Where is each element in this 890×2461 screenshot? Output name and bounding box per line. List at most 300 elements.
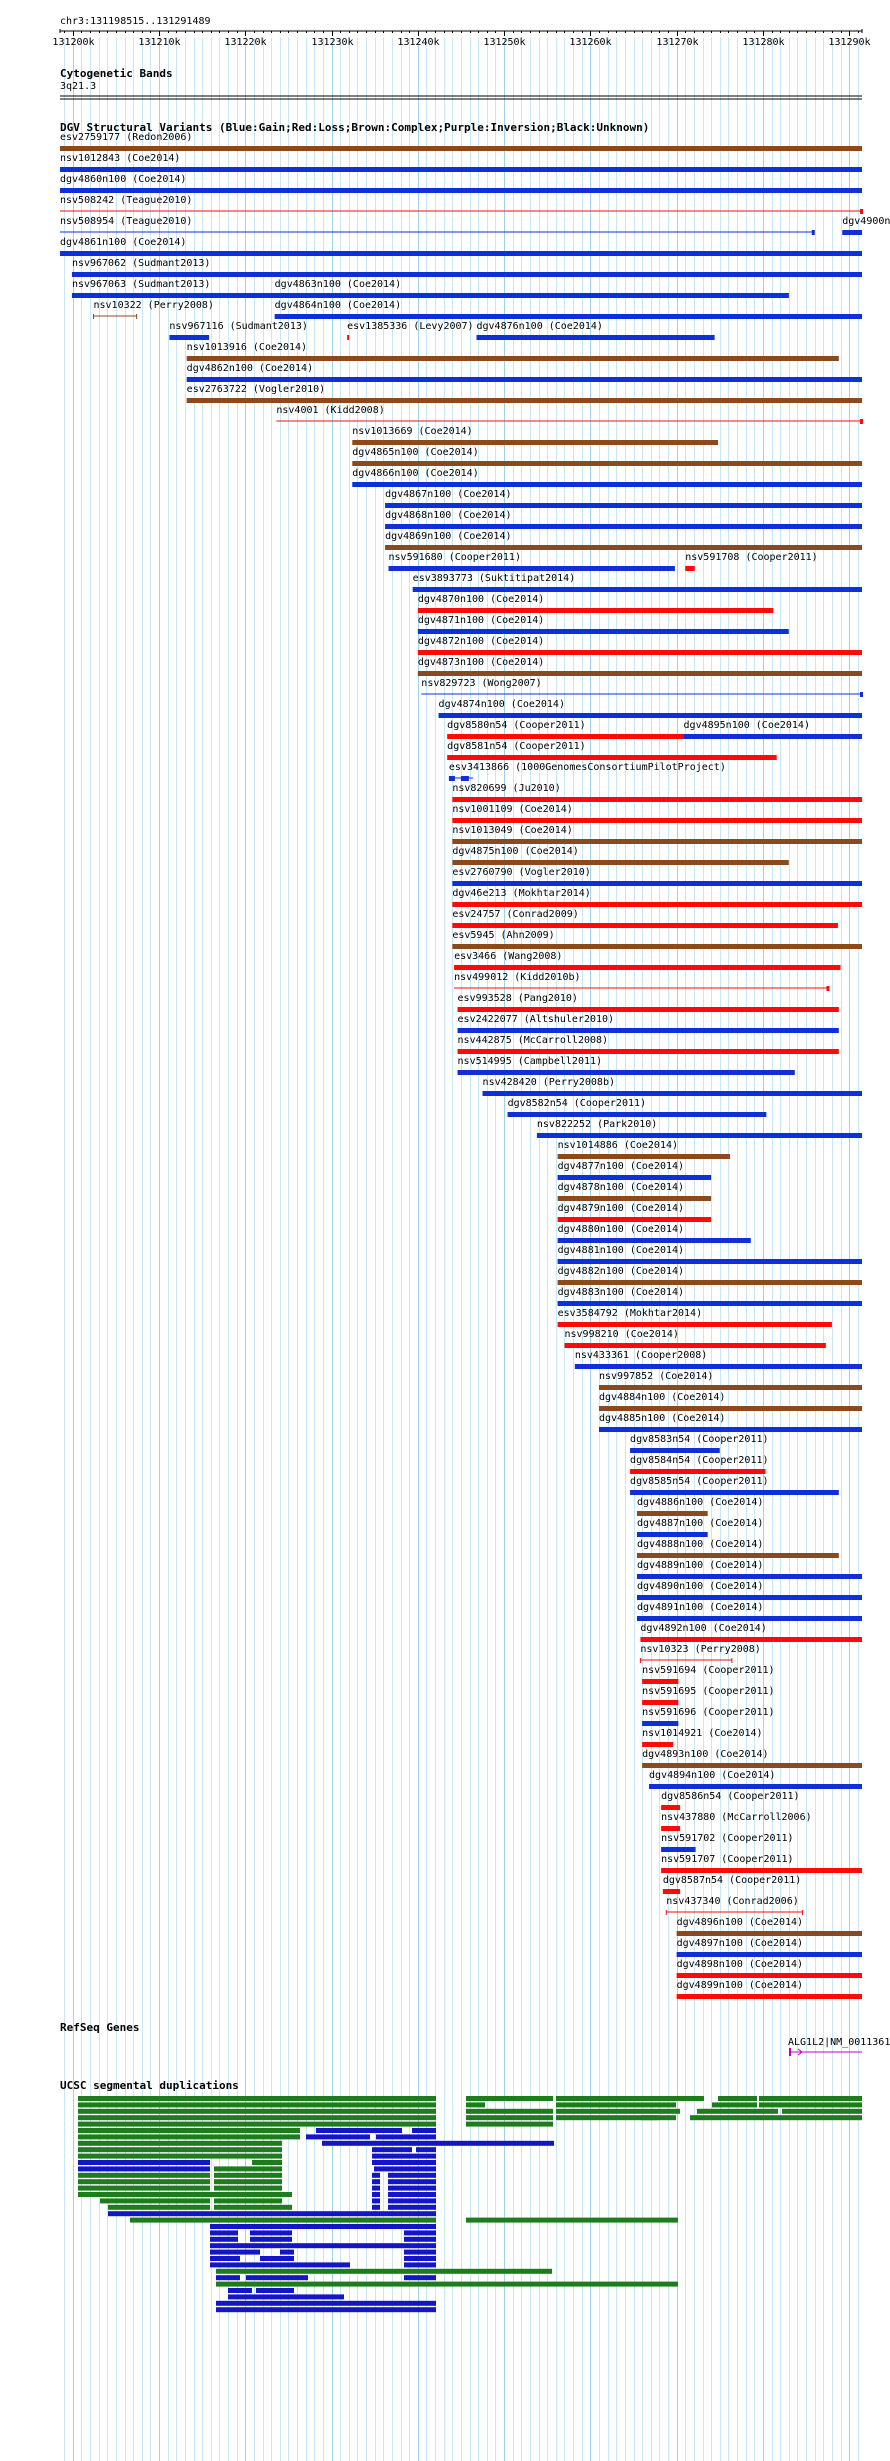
segdup-block[interactable] [316,2128,402,2133]
dgv-feature-label[interactable]: nsv1013916 (Coe2014) [186,342,308,353]
dgv-feature-label[interactable]: nsv591694 (Cooper2011) [642,1665,775,1676]
dgv-feature-label[interactable]: dgv4892n100 (Coe2014) [640,1623,767,1634]
dgv-feature-bar[interactable] [452,860,788,865]
segdup-block[interactable] [556,2096,704,2101]
dgv-feature-bar[interactable] [599,1385,862,1390]
dgv-feature-bar[interactable] [558,1217,712,1222]
dgv-structural-variants-track[interactable] [60,121,890,1999]
dgv-feature-bar[interactable] [275,293,789,298]
segdup-block[interactable] [372,2160,436,2165]
dgv-feature-bar[interactable] [458,1070,795,1075]
dgv-feature-bar[interactable] [452,881,862,886]
dgv-feature-label[interactable]: dgv8585n54 (Cooper2011) [630,1476,769,1487]
dgv-feature-block[interactable] [461,776,469,781]
segdup-block[interactable] [78,2154,282,2159]
dgv-feature[interactable] [452,930,862,949]
dgv-feature-label[interactable]: nsv998210 (Coe2014) [564,1329,679,1340]
dgv-feature-end[interactable] [812,230,815,235]
dgv-feature-label[interactable]: esv993528 (Pang2010) [457,993,578,1004]
segdup-block[interactable] [78,2134,300,2139]
dgv-feature-bar[interactable] [649,1784,862,1789]
dgv-feature-bar[interactable] [452,818,862,823]
dgv-feature[interactable] [661,1833,793,1852]
dgv-feature-bar[interactable] [558,1301,862,1306]
dgv-feature-label[interactable]: nsv10323 (Perry2008) [640,1644,761,1655]
segdup-block[interactable] [466,2115,553,2120]
dgv-feature-bar[interactable] [630,1469,765,1474]
dgv-feature-label[interactable]: dgv4875n100 (Coe2014) [452,846,579,857]
dgv-feature-bar[interactable] [599,1427,862,1432]
dgv-feature-bar[interactable] [452,923,838,928]
dgv-feature[interactable] [558,1308,832,1327]
dgv-feature-label[interactable]: esv2760790 (Vogler2010) [452,867,591,878]
segdup-block[interactable] [712,2102,757,2107]
dgv-feature-bar[interactable] [169,335,209,340]
dgv-feature-bar[interactable] [389,566,675,571]
dgv-feature[interactable] [558,1224,751,1243]
segdup-block[interactable] [210,2243,436,2248]
dgv-feature-label[interactable]: dgv4889n100 (Coe2014) [636,1560,764,1571]
dgv-feature-end[interactable] [860,692,863,697]
dgv-feature[interactable] [447,720,683,739]
segdup-block[interactable] [466,2218,678,2223]
segdup-block[interactable] [404,2256,436,2261]
dgv-feature-bar[interactable] [275,314,862,319]
dgv-feature-label[interactable]: dgv4873n100 (Coe2014) [417,657,545,668]
dgv-feature[interactable] [677,1959,862,1978]
dgv-feature-bar[interactable] [60,146,862,151]
segdup-block[interactable] [388,2173,436,2178]
dgv-feature-bar[interactable] [352,461,862,466]
dgv-feature-bar[interactable] [385,503,862,508]
dgv-feature-bar[interactable] [418,608,773,613]
dgv-feature-bar[interactable] [454,965,840,970]
dgv-feature[interactable] [477,321,715,340]
dgv-features[interactable] [60,132,890,1999]
dgv-feature-bar[interactable] [60,188,862,193]
dgv-feature-block[interactable] [449,776,455,781]
dgv-feature-bar[interactable] [677,1952,862,1957]
dgv-feature-label[interactable]: nsv428420 (Perry2008b) [482,1077,616,1088]
dgv-feature-label[interactable]: nsv591680 (Cooper2011) [388,552,521,563]
dgv-feature-label[interactable]: dgv46e213 (Mokhtar2014) [452,888,591,899]
dgv-feature-block[interactable] [347,335,349,340]
dgv-feature-bar[interactable] [72,272,862,277]
segdup-block[interactable] [306,2134,370,2139]
dgv-feature[interactable] [575,1350,862,1369]
segdup-block[interactable] [759,2096,862,2101]
segdup-block[interactable] [78,2096,436,2101]
dgv-feature[interactable] [599,1392,862,1411]
segdup-block[interactable] [374,2166,436,2171]
segdup-block[interactable] [210,2230,238,2235]
refseq-genes-track[interactable] [60,2021,890,2056]
dgv-feature-bar[interactable] [637,1616,862,1621]
segdup-block[interactable] [556,2109,680,2114]
dgv-feature-label[interactable]: nsv10322 (Perry2008) [93,300,214,311]
dgv-feature-label[interactable]: dgv4878n100 (Coe2014) [557,1182,685,1193]
segdup-block[interactable] [388,2186,436,2191]
segdup-block[interactable] [216,2275,240,2280]
segdup-block[interactable] [100,2198,210,2203]
dgv-feature-bar[interactable] [599,1406,862,1411]
dgv-feature-label[interactable]: nsv433361 (Cooper2008) [574,1350,708,1361]
dgv-feature-label[interactable]: nsv997852 (Coe2014) [598,1371,714,1382]
dgv-feature[interactable] [187,342,839,361]
dgv-feature-bar[interactable] [684,734,862,739]
dgv-feature-label[interactable]: dgv4860n100 (Coe2014) [60,174,187,185]
dgv-feature-label[interactable]: dgv4895n100 (Coe2014) [683,720,810,731]
segdup-block[interactable] [388,2198,436,2203]
dgv-feature-bar[interactable] [842,230,862,235]
segdup-block[interactable] [404,2275,436,2280]
dgv-feature[interactable] [508,1098,767,1117]
dgv-feature-bar[interactable] [630,1490,839,1495]
dgv-feature-bar[interactable] [558,1322,832,1327]
dgv-feature-bar[interactable] [661,1868,862,1873]
dgv-feature[interactable] [452,888,862,907]
segdup-block[interactable] [214,2205,292,2210]
dgv-feature-label[interactable]: nsv1012843 (Coe2014) [60,153,181,164]
dgv-feature-bar[interactable] [677,1931,862,1936]
segdup-block[interactable] [416,2147,436,2152]
segdup-block[interactable] [372,2154,436,2159]
dgv-feature-label[interactable]: esv2422077 (Altshuler2010) [457,1014,615,1025]
dgv-feature-bar[interactable] [413,587,862,592]
dgv-feature-label[interactable]: dgv4880n100 (Coe2014) [557,1224,685,1235]
segdup-block[interactable] [78,2102,436,2107]
dgv-feature[interactable] [599,1371,862,1390]
dgv-feature-bar[interactable] [447,755,777,760]
dgv-feature[interactable] [637,1518,763,1537]
segdup-block[interactable] [322,2141,554,2146]
dgv-feature-label[interactable]: nsv591707 (Cooper2011) [661,1854,794,1865]
dgv-feature[interactable] [630,1476,839,1495]
dgv-feature[interactable] [677,1917,862,1936]
segdup-block[interactable] [690,2115,862,2120]
dgv-feature[interactable] [94,300,214,319]
segdup-block[interactable] [466,2096,553,2101]
dgv-feature[interactable] [385,489,862,508]
dgv-feature-label[interactable]: nsv1014886 (Coe2014) [557,1140,679,1151]
dgv-feature-bar[interactable] [637,1553,839,1558]
dgv-feature[interactable] [187,363,862,382]
segdup-block[interactable] [210,2250,260,2255]
dgv-feature[interactable] [677,1938,862,1957]
dgv-feature-label[interactable]: nsv442875 (McCarroll2008) [457,1035,609,1046]
dgv-feature[interactable] [558,1203,712,1222]
dgv-feature-label[interactable]: nsv508954 (Teague2010) [60,216,193,227]
dgv-feature-label[interactable]: dgv4884n100 (Coe2014) [598,1392,726,1403]
dgv-feature-label[interactable]: nsv829723 (Wong2007) [421,678,542,689]
dgv-feature[interactable] [352,426,718,445]
dgv-feature-label[interactable]: dgv4886n100 (Coe2014) [636,1497,764,1508]
dgv-feature-label[interactable]: dgv8581n54 (Cooper2011) [447,741,586,752]
segdup-block[interactable] [78,2109,436,2114]
dgv-feature-label[interactable]: dgv4900n [842,216,890,227]
dgv-feature-bar[interactable] [458,1007,839,1012]
segdup-block[interactable] [78,2179,210,2184]
segdup-block[interactable] [404,2250,436,2255]
dgv-feature[interactable] [661,1854,862,1873]
dgv-feature-bar[interactable] [458,1049,839,1054]
segdup-block[interactable] [404,2230,436,2235]
segdup-block[interactable] [250,2230,292,2235]
dgv-feature-bar[interactable] [661,1826,680,1831]
dgv-feature[interactable] [418,636,862,655]
segdup-block[interactable] [78,2147,282,2152]
segdup-block[interactable] [759,2102,862,2107]
dgv-feature-bar[interactable] [483,1091,862,1096]
segdup-block[interactable] [718,2096,757,2101]
segdup-block[interactable] [78,2115,436,2120]
dgv-feature-label[interactable]: dgv4881n100 (Coe2014) [557,1245,685,1256]
dgv-feature[interactable] [454,972,829,991]
dgv-feature[interactable] [275,300,862,319]
segdup-block[interactable] [260,2256,294,2261]
dgv-feature[interactable] [418,615,789,634]
dgv-feature-label[interactable]: dgv4887n100 (Coe2014) [636,1518,764,1529]
dgv-feature-label[interactable]: dgv4877n100 (Coe2014) [557,1161,685,1172]
dgv-feature-label[interactable]: dgv4890n100 (Coe2014) [636,1581,764,1592]
segdup-block[interactable] [280,2250,294,2255]
dgv-feature-label[interactable]: dgv4866n100 (Coe2014) [352,468,479,479]
dgv-feature[interactable] [558,1140,731,1159]
segdup-block[interactable] [210,2262,350,2267]
dgv-feature-label[interactable]: dgv8584n54 (Cooper2011) [630,1455,769,1466]
dgv-feature[interactable] [276,405,863,424]
dgv-feature[interactable] [637,1497,763,1516]
dgv-feature-label[interactable]: dgv4885n100 (Coe2014) [598,1413,726,1424]
dgv-feature-bar[interactable] [564,1343,825,1348]
dgv-feature-label[interactable]: nsv591708 (Cooper2011) [685,552,818,563]
gene-label[interactable]: ALG1L2|NM_0011361 [788,2037,890,2048]
dgv-feature-bar[interactable] [637,1574,862,1579]
dgv-feature-bar[interactable] [452,839,862,844]
dgv-feature-label[interactable]: nsv1014921 (Coe2014) [642,1728,763,1739]
dgv-feature-bar[interactable] [642,1742,673,1747]
dgv-feature-bar[interactable] [642,1721,678,1726]
dgv-feature[interactable] [677,1980,862,1999]
dgv-feature[interactable] [458,1056,795,1075]
dgv-feature-bar[interactable] [685,566,694,571]
segdup-block[interactable] [214,2198,282,2203]
dgv-feature[interactable] [413,573,862,592]
dgv-feature-label[interactable]: dgv4897n100 (Coe2014) [676,1938,804,1949]
dgv-feature-label[interactable]: esv3893773 (Suktitipat2014) [412,573,576,584]
dgv-feature[interactable] [452,783,862,802]
dgv-feature[interactable] [558,1266,862,1285]
dgv-feature-label[interactable]: dgv4862n100 (Coe2014) [186,363,314,374]
dgv-feature[interactable] [537,1119,862,1138]
segdup-block[interactable] [78,2173,210,2178]
segdup-block[interactable] [466,2109,553,2114]
dgv-feature-label[interactable]: esv5945 (Ahn2009) [452,930,555,941]
dgv-feature[interactable] [458,1014,839,1033]
dgv-feature[interactable] [385,531,862,550]
segdup-block[interactable] [210,2224,436,2229]
dgv-feature-bar[interactable] [558,1280,862,1285]
dgv-feature-bar[interactable] [537,1133,862,1138]
dgv-feature-end[interactable] [860,419,863,424]
dgv-feature-bar[interactable] [452,944,862,949]
dgv-feature-label[interactable]: dgv4872n100 (Coe2014) [417,636,545,647]
segdup-block[interactable] [78,2166,210,2171]
dgv-feature-label[interactable]: dgv4882n100 (Coe2014) [557,1266,685,1277]
segdup-block[interactable] [372,2173,380,2178]
dgv-feature[interactable] [558,1287,862,1306]
dgv-feature[interactable] [483,1077,862,1096]
segdup-block[interactable] [78,2141,282,2146]
dgv-feature-label[interactable]: dgv4893n100 (Coe2014) [642,1749,769,1760]
dgv-feature-label[interactable]: dgv8580n54 (Cooper2011) [447,720,586,731]
dgv-feature-label[interactable]: nsv591702 (Cooper2011) [661,1833,794,1844]
segdup-block[interactable] [214,2166,282,2171]
dgv-feature-bar[interactable] [637,1595,862,1600]
segdup-block[interactable] [108,2211,436,2216]
segdup-block[interactable] [78,2128,300,2133]
dgv-feature[interactable] [60,216,815,235]
dgv-feature-label[interactable]: dgv8586n54 (Cooper2011) [661,1791,800,1802]
segdup-block[interactable] [556,2102,676,2107]
dgv-feature[interactable] [640,1644,760,1663]
segdup-block[interactable] [256,2288,294,2293]
dgv-feature[interactable] [558,1182,712,1201]
dgv-feature-label[interactable]: dgv4876n100 (Coe2014) [476,321,603,332]
segdup-block[interactable] [78,2160,210,2165]
dgv-feature-bar[interactable] [642,1763,862,1768]
dgv-feature-bar[interactable] [558,1175,712,1180]
dgv-feature[interactable] [842,216,890,235]
dgv-feature-bar[interactable] [677,1994,862,1999]
dgv-feature[interactable] [564,1329,825,1348]
dgv-feature[interactable] [352,447,862,466]
dgv-feature-bar[interactable] [352,482,862,487]
dgv-feature-label[interactable]: dgv4871n100 (Coe2014) [417,615,545,626]
dgv-feature-label[interactable]: dgv4879n100 (Coe2014) [557,1203,685,1214]
segdup-block[interactable] [412,2128,436,2133]
dgv-feature[interactable] [187,384,862,403]
dgv-feature-bar[interactable] [661,1847,696,1852]
dgv-feature[interactable] [385,510,862,529]
dgv-feature[interactable] [684,720,862,739]
dgv-feature-label[interactable]: dgv4898n100 (Coe2014) [676,1959,804,1970]
dgv-feature-bar[interactable] [60,251,862,256]
dgv-feature[interactable] [599,1413,862,1432]
dgv-feature[interactable] [418,594,773,613]
dgv-feature-bar[interactable] [187,377,862,382]
segdup-block[interactable] [210,2192,292,2197]
dgv-feature[interactable] [642,1749,862,1768]
segdup-block[interactable] [697,2109,778,2114]
dgv-feature-label[interactable]: dgv8583n54 (Cooper2011) [630,1434,769,1445]
dgv-feature-label[interactable]: esv3413866 (1000GenomesConsortiumPilotProject) [448,762,726,773]
dgv-feature[interactable] [449,762,726,781]
dgv-feature[interactable] [558,1161,712,1180]
dgv-feature-bar[interactable] [60,167,862,172]
segdup-block[interactable] [216,2307,436,2312]
dgv-feature[interactable] [169,321,307,340]
segdup-block[interactable] [372,2192,380,2197]
segdup-block[interactable] [108,2205,210,2210]
segdup-block[interactable] [466,2102,485,2107]
segdup-block[interactable] [372,2186,380,2191]
segdup-block[interactable] [376,2134,436,2139]
dgv-feature-label[interactable]: dgv4883n100 (Coe2014) [557,1287,685,1298]
segdup-block[interactable] [214,2179,282,2184]
dgv-feature-label[interactable]: dgv4861n100 (Coe2014) [60,237,187,248]
dgv-feature-bar[interactable] [187,356,839,361]
dgv-feature-label[interactable]: nsv499012 (Kidd2010b) [454,972,581,983]
dgv-feature-label[interactable]: dgv4864n100 (Coe2014) [274,300,402,311]
segdup-block[interactable] [228,2288,252,2293]
gene-feature[interactable] [790,2048,862,2056]
dgv-feature-bar[interactable] [418,671,862,676]
dgv-feature-bar[interactable] [661,1805,680,1810]
dgv-feature[interactable] [454,951,840,970]
dgv-feature[interactable] [72,258,862,277]
dgv-feature-label[interactable]: esv3466 (Wang2008) [454,951,563,962]
dgv-feature-bar[interactable] [630,1448,720,1453]
dgv-feature-label[interactable]: dgv4870n100 (Coe2014) [417,594,545,605]
segdup-block[interactable] [372,2205,380,2210]
dgv-feature[interactable] [640,1623,862,1642]
dgv-feature[interactable] [666,1896,802,1915]
dgv-feature-bar[interactable] [452,797,862,802]
dgv-feature-bar[interactable] [575,1364,862,1369]
dgv-feature-label[interactable]: nsv822252 (Park2010) [536,1119,658,1130]
dgv-feature-label[interactable]: dgv4888n100 (Coe2014) [636,1539,764,1550]
dgv-feature-label[interactable]: dgv4899n100 (Coe2014) [676,1980,804,1991]
dgv-feature[interactable] [637,1539,839,1558]
dgv-feature-bar[interactable] [508,1112,767,1117]
segdup-block[interactable] [210,2256,240,2261]
segdup-block[interactable] [372,2179,380,2184]
dgv-feature-label[interactable]: dgv4891n100 (Coe2014) [636,1602,764,1613]
segdup-block[interactable] [78,2192,210,2197]
dgv-feature[interactable] [447,741,777,760]
dgv-feature-label[interactable]: nsv820699 (Ju2010) [452,783,561,794]
segdup-block[interactable] [372,2198,380,2203]
dgv-feature-label[interactable]: dgv4874n100 (Coe2014) [438,699,565,710]
dgv-feature[interactable] [352,468,862,487]
segdup-block[interactable] [436,2269,552,2274]
dgv-feature[interactable] [637,1560,862,1579]
dgv-feature[interactable] [630,1455,768,1474]
dgv-feature[interactable] [649,1770,862,1789]
segdup-block[interactable] [210,2237,238,2242]
dgv-feature[interactable] [458,993,839,1012]
dgv-feature-label[interactable]: nsv508242 (Teague2010) [60,195,193,206]
dgv-feature[interactable] [630,1434,768,1453]
dgv-feature-label[interactable]: esv24757 (Conrad2009) [452,909,579,920]
dgv-feature-bar[interactable] [452,902,862,907]
dgv-feature[interactable] [637,1581,862,1600]
segdup-block[interactable] [372,2147,412,2152]
dgv-feature-label[interactable]: nsv591696 (Cooper2011) [642,1707,775,1718]
dgv-feature-bar[interactable] [663,1889,680,1894]
dgv-feature-label[interactable]: nsv967116 (Sudmant2013) [169,321,308,332]
segdup-block[interactable] [388,2205,436,2210]
dgv-feature-end[interactable] [860,209,863,214]
segdup-block[interactable] [214,2173,282,2178]
dgv-feature-label[interactable]: nsv4001 (Kidd2008) [276,405,385,416]
segdup-block[interactable] [78,2186,210,2191]
dgv-feature-bar[interactable] [558,1259,862,1264]
dgv-feature-label[interactable]: esv3584792 (Mokhtar2014) [557,1308,703,1319]
dgv-feature-bar[interactable] [637,1511,708,1516]
segdup-block[interactable] [216,2282,678,2287]
